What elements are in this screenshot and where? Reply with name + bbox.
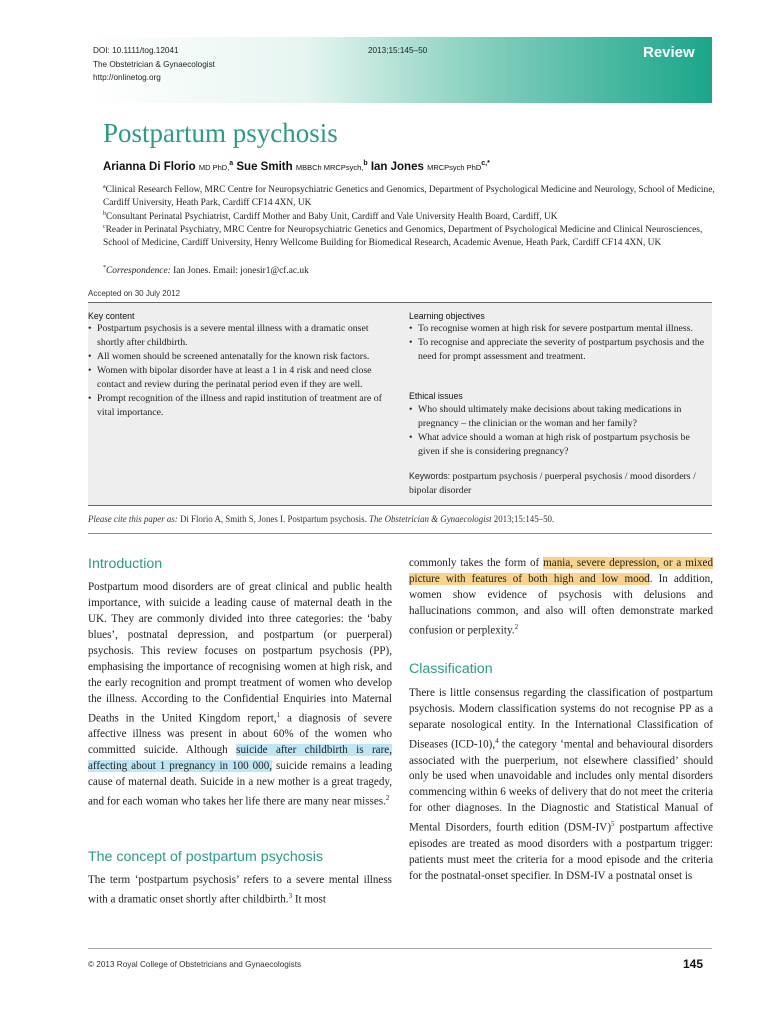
concept-heading: The concept of postpartum psychosis — [88, 849, 324, 865]
list-item: • Women with bipolar disorder have at least a 1 in 4 risk and need close contact and review during the perinatal period even if they are well. — [88, 364, 392, 392]
keywords — [409, 469, 713, 498]
list-item: • Who should ultimately make decisions about taking medications in pregnancy – the clinician or the woman and her family? — [409, 403, 713, 431]
list-item: • To recognise women at high risk for severe postpartum mental illness. — [409, 322, 713, 336]
citation-line — [88, 514, 712, 524]
highlighted-text: suicide after childbirth is rare, affecting about 1 pregnancy in 100 000, — [88, 744, 392, 773]
key-content-list — [88, 322, 392, 420]
reference-marker: 4 — [495, 736, 499, 745]
paragraph-text: suicide remains a leading cause of maternal death. Suicide in a new mother is a great tragedy, and for each woman who takes her life there are many near misses. — [88, 760, 392, 808]
ethical-issues-list — [409, 403, 713, 459]
affiliation-marker: b — [103, 211, 106, 217]
classification-heading: Classification — [409, 661, 493, 677]
copyright: © 2013 Royal College of Obstetricians and Gynaecologists — [88, 960, 302, 969]
reference-marker: 2 — [385, 794, 390, 803]
paragraph-text: a diagnosis of severe affective illness was present in about 60% of the women who committed suicide. Although — [88, 712, 392, 757]
journal-name: The Obstetrician & Gynaecologist — [93, 60, 215, 69]
doi-text: DOI: 10.1111/tog.12041 — [93, 46, 179, 55]
citation-journal: The Obstetrician & Gynaecologist — [369, 514, 492, 524]
affiliation-marker: a — [103, 184, 106, 190]
introduction-heading: Introduction — [88, 556, 163, 572]
citation-tail: 2013;15:145–50. — [491, 514, 555, 524]
page-number: 145 — [683, 957, 704, 971]
reference-marker: 3 — [288, 891, 293, 900]
paragraph-text: It most — [292, 893, 326, 906]
affiliation-text: Reader in Perinatal Psychiatry, MRC Centre for Neuropsychiatric Genetics and Genomics, Department of Psychological Medicine and Clinical Neurosciences, School of Medicine, Cardiff University, Henry Wellcome Building for Biomedical Research, Academic Avenue, Heath Park, Cardiff CF14 4XN, UK — [103, 225, 703, 249]
reference-marker: 5 — [611, 820, 615, 829]
paragraph-text: Postpartum mood disorders are of great clinical and public health importance, with suicide a leading cause of maternal death in the UK. They are commonly divided into three categories: the ‘baby blues’, postnatal depression, and postpartum (or puerperal) psychosis. This review focuses on postpartum psychosis (PP), emphasising the importance of recognising women at high risk, and the early recognition and prompt treatment of women who develop the illness. According to the Confidential Enquiries into Maternal Deaths in the United Kingdom report, — [88, 581, 392, 725]
introduction-paragraph — [88, 580, 392, 811]
keywords-label: Keywords: — [409, 471, 451, 481]
author-affiliation-marker: a — [229, 160, 234, 167]
concept-paragraph — [88, 873, 392, 909]
paragraph-text: postpartum affective episodes are treated as mood disorders with a postpartum trigger: patients must meet the criteria for a mood episode and the criteria for the postnatal-onset specifier. In DSM-IV a postnatal onset is — [409, 822, 713, 882]
divider — [88, 533, 712, 534]
affiliation-marker: c — [103, 224, 106, 230]
learning-objectives-list — [409, 322, 713, 364]
classification-paragraph — [409, 686, 713, 885]
volume-text: 2013;15:145–50 — [368, 46, 428, 55]
list-item: • Postpartum psychosis is a severe mental illness with a dramatic onset shortly after childbirth. — [88, 322, 392, 350]
paragraph-text: The term ‘postpartum psychosis’ refers to a severe mental illness with a dramatic onset shortly after childbirth. — [88, 874, 392, 906]
paragraph-text: There is little consensus regarding the classification of postpartum psychosis. Modern classification systems do not recognise PP as a separate nosological entity. In the International Classification of Diseases (ICD-10), — [409, 687, 713, 751]
correspondence-text: Ian Jones. Email: jonesir1@cf.ac.uk — [170, 266, 309, 277]
footer-divider — [88, 948, 712, 949]
reference-marker: 2 — [514, 622, 519, 631]
citation-prefix: Please cite this paper as: — [88, 514, 178, 524]
article-title: Postpartum psychosis — [103, 118, 338, 148]
list-item: • Prompt recognition of the illness and rapid institution of treatment are of vital importance. — [88, 392, 392, 420]
list-item: • To recognise and appreciate the severity of postpartum psychosis and the need for prompt assessment and treatment. — [409, 336, 713, 364]
section-label: Review — [643, 44, 695, 61]
author-qualifications: MRCPsych PhD — [427, 162, 482, 172]
author-affiliation-marker: c,* — [481, 160, 490, 167]
reference-marker: 1 — [276, 710, 281, 719]
journal-url[interactable]: http://onlinetog.org — [93, 73, 161, 82]
author-name: Sue Smith — [236, 160, 293, 173]
correspondence: *Correspondence: Ian Jones. Email: jonesir1@cf.ac.uk — [103, 265, 309, 277]
correspondence-label: Correspondence: — [106, 266, 171, 277]
key-content-heading: Key content — [88, 311, 135, 321]
paragraph-text: . In addition, women show evidence of psychosis with delusions and hallucinations common, and also will often demonstrate marked confusion or perplexity. — [409, 572, 713, 637]
paragraph-text: the category ‘mental and behavioural disorders associated with the puerperium, not elsewhere classified’ should only be used when unavoidable and includes only mental disorders commencing within 6 weeks of delivery that do not meet the criteria for other diagnoses. In the Diagnostic and Statistical Manual of Mental Disorders, fourth edition (DSM-IV) — [409, 738, 713, 834]
highlighted-text: mania, severe depression, or a mixed picture with features of both high and low mood — [409, 557, 713, 585]
author-name: Arianna Di Florio — [103, 160, 196, 173]
accepted-date: Accepted on 30 July 2012 — [88, 289, 181, 298]
ethical-issues-heading: Ethical issues — [409, 391, 463, 401]
citation-body: Di Florio A, Smith S, Jones I. Postpartum psychosis. — [177, 514, 370, 524]
author-affiliation-marker: b — [363, 160, 368, 167]
affiliation-c — [103, 221, 715, 250]
author-name: Ian Jones — [370, 160, 424, 173]
author-qualifications: MD PhD, — [198, 162, 230, 172]
concept-continued-paragraph — [409, 556, 713, 639]
affiliation-a — [103, 181, 715, 210]
list-item: • All women should be screened antenatally for the known risk factors. — [88, 350, 392, 364]
keywords-text: postpartum psychosis / puerperal psychosis / mood disorders / bipolar disorder — [409, 471, 696, 496]
author-qualifications: MBBCh MRCPsych, — [295, 162, 364, 172]
learning-objectives-heading: Learning objectives — [409, 311, 485, 321]
paragraph-text: commonly takes the form of — [409, 557, 544, 569]
author-list — [103, 160, 490, 173]
affiliation-text: Clinical Research Fellow, MRC Centre for Neuropsychiatric Genetics and Genomics, Department of Psychological Medicine and Neurology, School of Medicine, Cardiff University, Heath Park, Cardiff CF14 4XN, UK — [103, 185, 715, 209]
list-item: • What advice should a woman at high risk of postpartum psychosis be given if she is considering pregnancy? — [409, 431, 713, 459]
affiliation-text: Consultant Perinatal Psychiatrist, Cardiff Mother and Baby Unit, Cardiff and Vale University Health Board, Cardiff, UK — [106, 212, 558, 223]
